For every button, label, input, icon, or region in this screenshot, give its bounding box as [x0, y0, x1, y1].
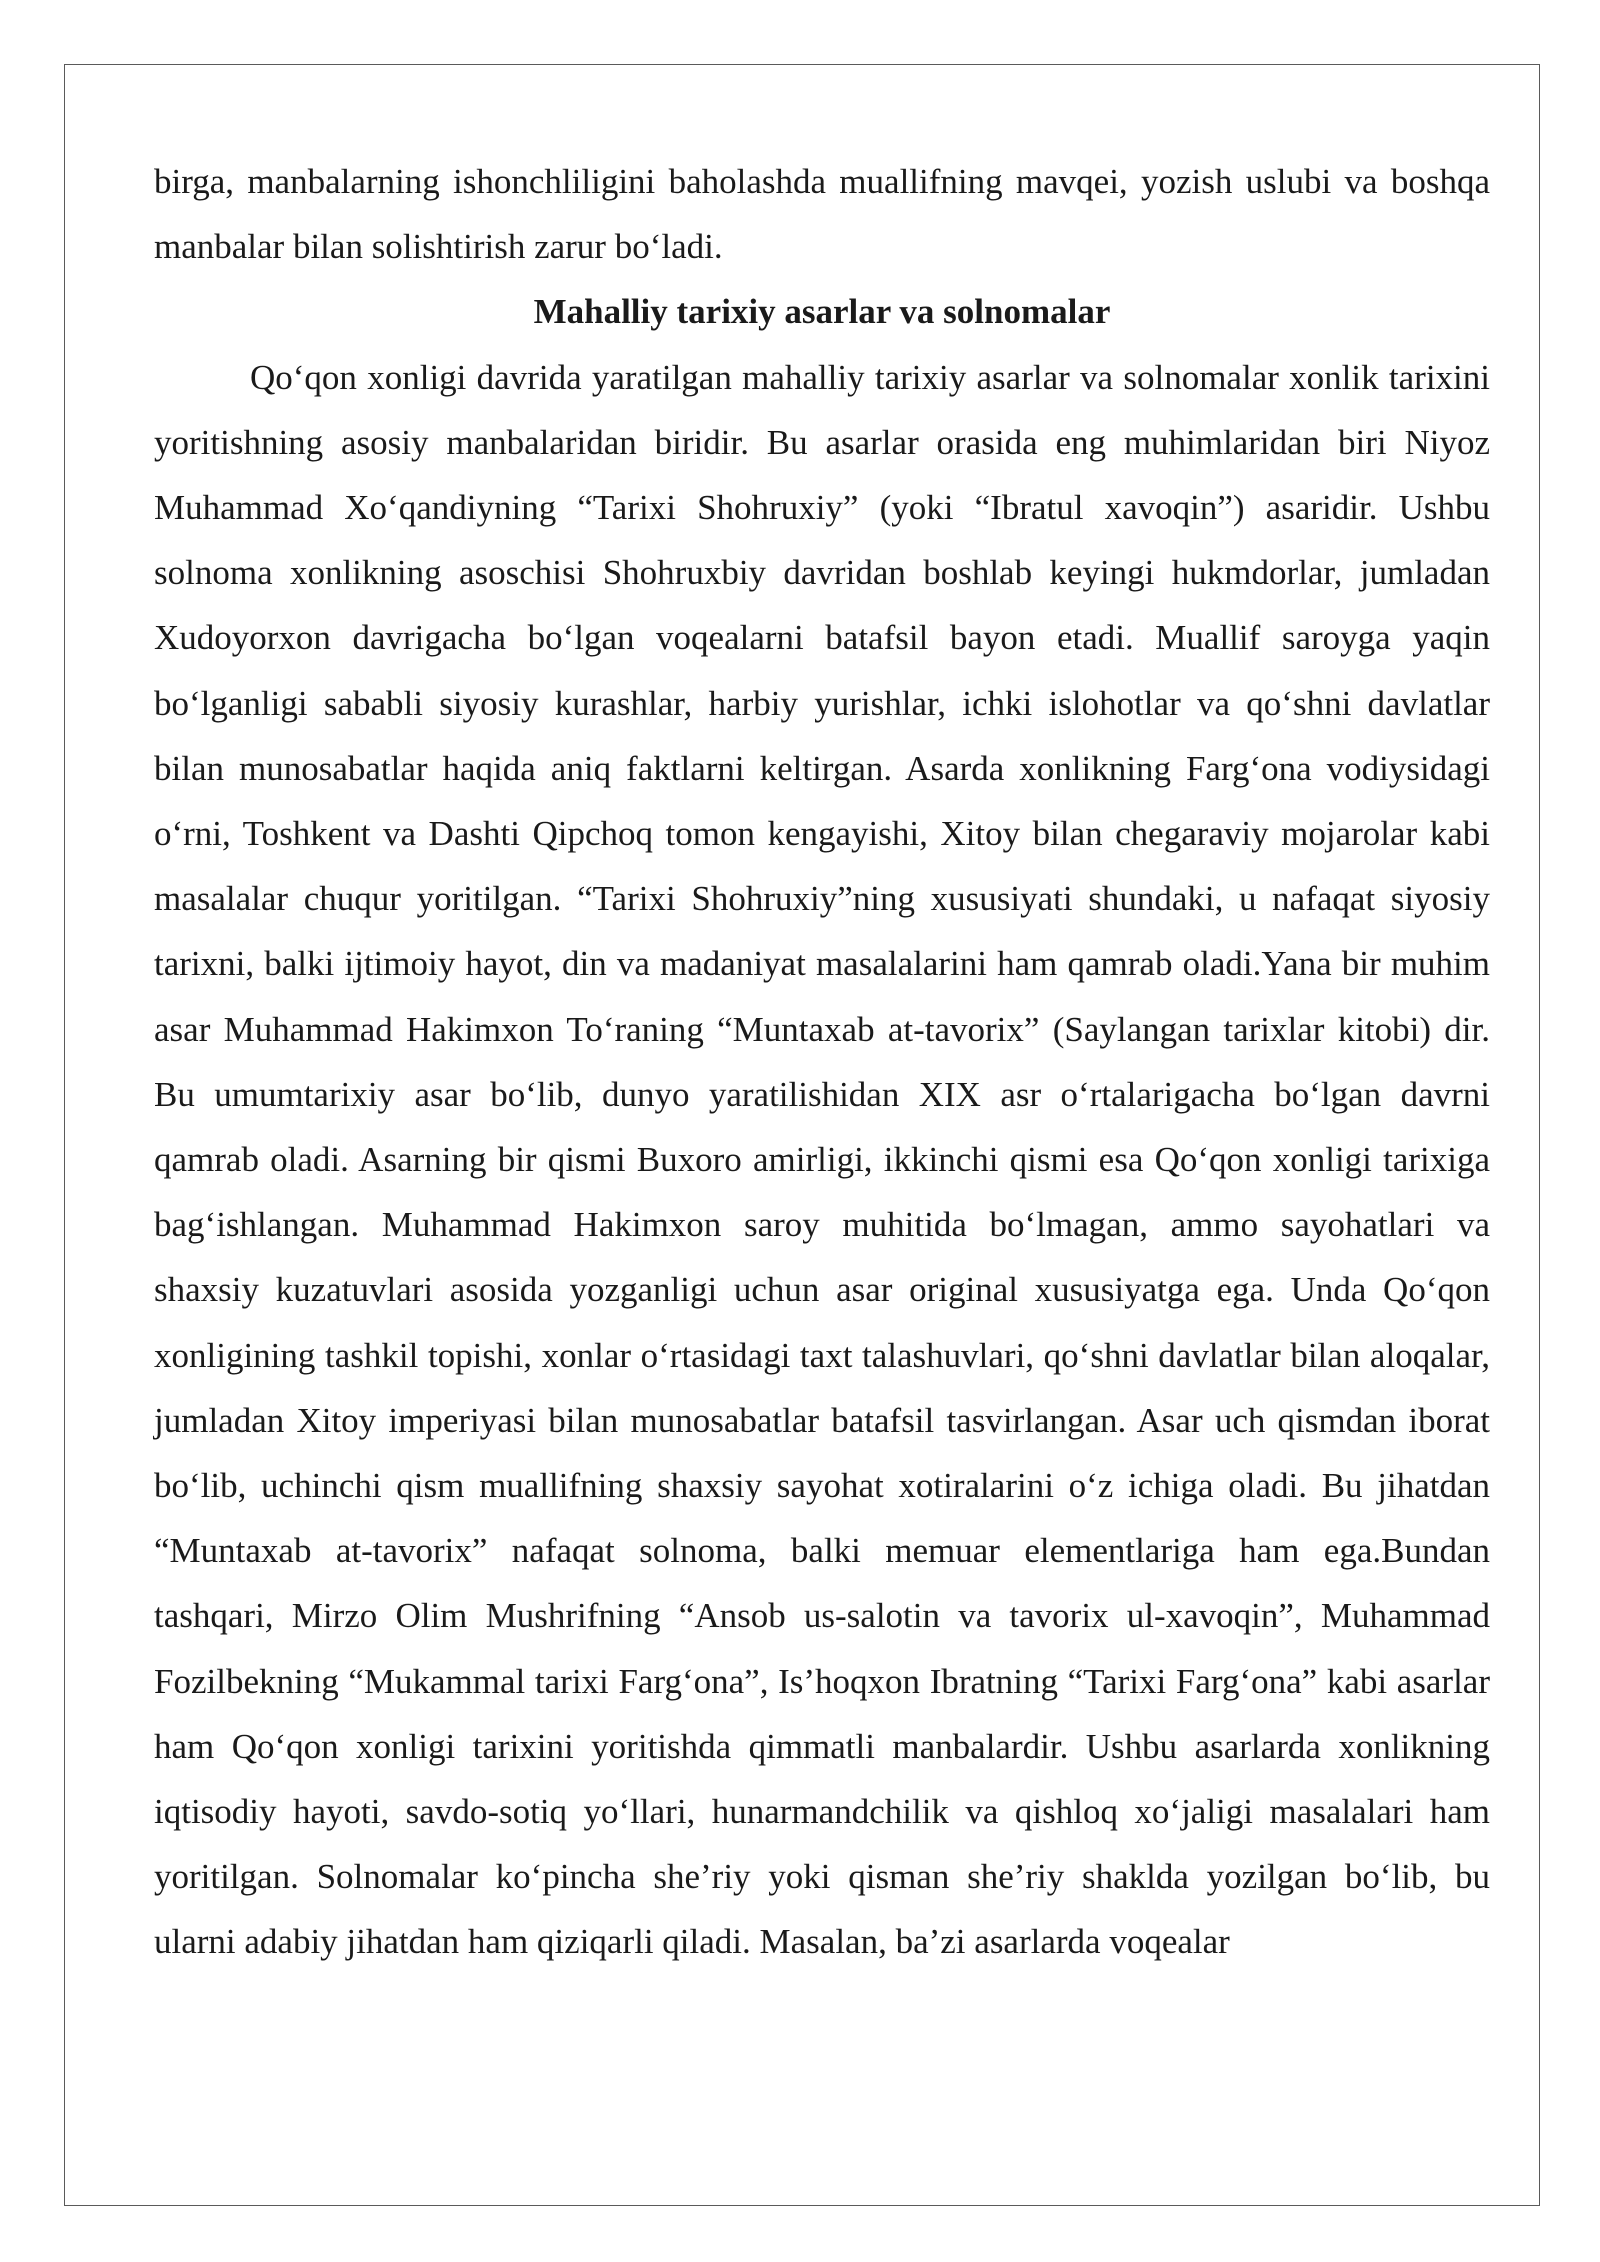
section-heading: Mahalliy tarixiy asarlar va solnomalar — [533, 292, 1111, 332]
lead-paragraph: birga, manbalarning ishonchliligini baholashda muallifning mavqei, yozish uslubi va boshqa manbalar bilan solishtirish zarur bo‘ladi. — [154, 162, 1490, 267]
document-body — [154, 149, 1490, 1975]
body-paragraph: Qo‘qon xonligi davrida yaratilgan mahalliy tarixiy asarlar va solnomalar xonlik tarixini yoritishning asosiy manbalaridan biridir. Bu asarlar orasida eng muhimlaridan biri Niyoz Muhammad Xo‘qandiyning “Tarixi Shohruxiy” (yoki “Ibratul xavoqin”) asaridir. Ushbu solnoma xonlikning asoschisi Shohruxbiy davridan boshlab keyingi hukmdorlar, jumladan Xudoyorxon davrigacha bo‘lgan voqealarni batafsil bayon etadi. Muallif saroyga yaqin bo‘lganligi sababli siyosiy kurashlar, harbiy yurishlar, ichki islohotlar va qo‘shni davlatlar bilan munosabatlar haqida aniq faktlarni keltirgan. Asarda xonlikning Farg‘ona vodiysidagi o‘rni, Toshkent va Dashti Qipchoq tomon kengayishi, Xitoy bilan chegaraviy mojarolar kabi masalalar chuqur yoritilgan. “Tarixi Shohruxiy”ning xususiyati shundaki, u nafaqat siyosiy tarixni, balki ijtimoiy hayot, din va madaniyat masalalarini ham qamrab oladi.Yana bir muhim asar Muhammad Hakimxon To‘raning “Muntaxab at-tavorix” (Saylangan tarixlar kitobi) dir. Bu umumtarixiy asar bo‘lib, dunyo yaratilishidan XIX asr o‘rtalarigacha bo‘lgan davrni qamrab oladi. Asarning bir qismi Buxoro amirligi, ikkinchi qismi esa Qo‘qon xonligi tarixiga bag‘ishlangan. Muhammad Hakimxon saroy muhitida bo‘lmagan, ammo sayohatlari va shaxsiy kuzatuvlari asosida yozganligi uchun asar original xususiyatga ega. Unda Qo‘qon xonligining tashkil topishi, xonlar o‘rtasidagi taxt talashuvlari, qo‘shni davlatlar bilan aloqalar, jumladan Xitoy imperiyasi bilan munosabatlar batafsil tasvirlangan. Asar uch qismdan iborat bo‘lib, uchinchi qism muallifning shaxsiy sayohat xotiralarini o‘z ichiga oladi. Bu jihatdan “Muntaxab at-tavorix” nafaqat solnoma, balki memuar elementlariga ham ega.Bundan tashqari, Mirzo Olim Mushrifning “Ansob us-salotin va tavorix ul-xavoqin”, Muhammad Fozilbekning “Mukammal tarixi Farg‘ona”, Is’hoqxon Ibratning “Tarixi Farg‘ona” kabi asarlar ham Qo‘qon xonligi tarixini yoritishda qimmatli manbalardir. Ushbu asarlarda xonlikning iqtisodiy hayoti, savdo-sotiq yo‘llari, hunarmandchilik va qishloq xo‘jaligi masalalari ham yoritilgan. Solnomalar ko‘pincha she’riy yoki qisman she’riy shaklda yozilgan bo‘lib, bu ularni adabiy jihatdan ham qiziqarli qiladi. Masalan, ba’zi asarlarda voqealar — [154, 357, 1490, 1962]
